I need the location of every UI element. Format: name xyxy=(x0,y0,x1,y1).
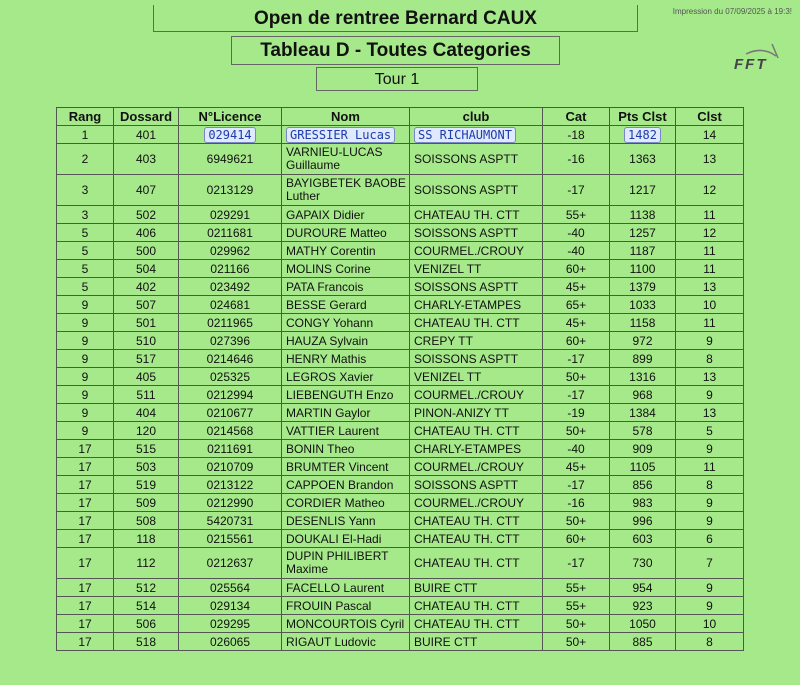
fft-logo xyxy=(732,42,792,76)
cell-licence: 029962 xyxy=(179,242,282,260)
cell-pts-clst: 578 xyxy=(610,422,676,440)
table-row xyxy=(57,530,744,548)
cell-clst: 14 xyxy=(676,126,744,144)
cell-cat: -40 xyxy=(543,224,610,242)
cell-club: COURMEL./CROUY xyxy=(410,494,543,512)
cell-club: COURMEL./CROUY xyxy=(410,458,543,476)
cell-rang: 5 xyxy=(57,224,114,242)
table-row xyxy=(57,296,744,314)
header-nom: Nom xyxy=(282,108,410,126)
cell-rang: 5 xyxy=(57,278,114,296)
cell-nom: FROUIN Pascal xyxy=(282,597,410,615)
cell-nom: DUPIN PHILIBERT Maxime xyxy=(282,548,410,579)
table-row xyxy=(57,260,744,278)
cell-cat: -17 xyxy=(543,476,610,494)
cell-clst: 8 xyxy=(676,350,744,368)
cell-nom: PATA Francois xyxy=(282,278,410,296)
cell-clst: 8 xyxy=(676,476,744,494)
round-label: Tour 1 xyxy=(316,67,478,91)
cell-club xyxy=(410,126,543,144)
cell-club: SOISSONS ASPTT xyxy=(410,350,543,368)
cell-dossard: 406 xyxy=(114,224,179,242)
cell-licence: 0214646 xyxy=(179,350,282,368)
cell-rang: 9 xyxy=(57,314,114,332)
cell-rang: 9 xyxy=(57,368,114,386)
table-row xyxy=(57,278,744,296)
cell-clst: 13 xyxy=(676,144,744,175)
table-row xyxy=(57,206,744,224)
tournament-title: Open de rentree Bernard CAUX xyxy=(153,5,638,32)
cell-pts-clst: 885 xyxy=(610,633,676,651)
handwritten-nom: GRESSIER Lucas xyxy=(286,127,395,143)
cell-licence xyxy=(179,126,282,144)
table-row xyxy=(57,633,744,651)
cell-dossard: 519 xyxy=(114,476,179,494)
cell-clst: 13 xyxy=(676,404,744,422)
cell-club: SOISSONS ASPTT xyxy=(410,144,543,175)
cell-licence: 021166 xyxy=(179,260,282,278)
cell-clst: 6 xyxy=(676,530,744,548)
cell-clst: 9 xyxy=(676,494,744,512)
cell-rang: 9 xyxy=(57,332,114,350)
cell-cat: 55+ xyxy=(543,206,610,224)
cell-clst: 8 xyxy=(676,633,744,651)
cell-rang: 3 xyxy=(57,206,114,224)
cell-dossard: 507 xyxy=(114,296,179,314)
cell-licence: 0212990 xyxy=(179,494,282,512)
cell-club: PINON-ANIZY TT xyxy=(410,404,543,422)
cell-nom: HAUZA Sylvain xyxy=(282,332,410,350)
cell-cat: 55+ xyxy=(543,597,610,615)
cell-dossard: 510 xyxy=(114,332,179,350)
header-club: club xyxy=(410,108,543,126)
cell-nom: BONIN Theo xyxy=(282,440,410,458)
cell-licence: 0211965 xyxy=(179,314,282,332)
cell-clst: 13 xyxy=(676,368,744,386)
cell-licence: 029291 xyxy=(179,206,282,224)
cell-club: SOISSONS ASPTT xyxy=(410,224,543,242)
cell-pts-clst: 1158 xyxy=(610,314,676,332)
table-row xyxy=(57,144,744,175)
print-timestamp: Impression du 07/09/2025 à 19:3! xyxy=(672,7,792,16)
cell-cat: -17 xyxy=(543,175,610,206)
cell-pts-clst: 1033 xyxy=(610,296,676,314)
cell-nom: CORDIER Matheo xyxy=(282,494,410,512)
cell-clst: 12 xyxy=(676,175,744,206)
cell-rang: 2 xyxy=(57,144,114,175)
cell-club: SOISSONS ASPTT xyxy=(410,278,543,296)
cell-nom: DESENLIS Yann xyxy=(282,512,410,530)
cell-clst: 5 xyxy=(676,422,744,440)
logo-text: FFT xyxy=(734,56,768,73)
cell-nom: MONCOURTOIS Cyril xyxy=(282,615,410,633)
cell-cat: 60+ xyxy=(543,260,610,278)
header-cat: Cat xyxy=(543,108,610,126)
cell-rang: 17 xyxy=(57,494,114,512)
cell-clst: 13 xyxy=(676,278,744,296)
cell-cat: 45+ xyxy=(543,314,610,332)
cell-dossard: 402 xyxy=(114,278,179,296)
cell-club: SOISSONS ASPTT xyxy=(410,175,543,206)
table-row xyxy=(57,422,744,440)
cell-nom: RIGAUT Ludovic xyxy=(282,633,410,651)
results-table xyxy=(56,107,744,651)
cell-nom: BESSE Gerard xyxy=(282,296,410,314)
cell-licence: 025564 xyxy=(179,579,282,597)
cell-dossard: 504 xyxy=(114,260,179,278)
cell-licence: 026065 xyxy=(179,633,282,651)
cell-licence: 6949621 xyxy=(179,144,282,175)
cell-pts-clst: 603 xyxy=(610,530,676,548)
cell-nom: CAPPOEN Brandon xyxy=(282,476,410,494)
cell-dossard: 509 xyxy=(114,494,179,512)
handwritten-licence: 029414 xyxy=(204,127,255,143)
header-licence: N°Licence xyxy=(179,108,282,126)
cell-club: CHATEAU TH. CTT xyxy=(410,422,543,440)
header-clst: Clst xyxy=(676,108,744,126)
cell-licence: 023492 xyxy=(179,278,282,296)
cell-clst: 9 xyxy=(676,597,744,615)
cell-club: CHATEAU TH. CTT xyxy=(410,206,543,224)
cell-cat: 60+ xyxy=(543,332,610,350)
table-row xyxy=(57,242,744,260)
cell-cat: 45+ xyxy=(543,458,610,476)
cell-cat: 50+ xyxy=(543,633,610,651)
cell-licence: 029134 xyxy=(179,597,282,615)
cell-dossard: 118 xyxy=(114,530,179,548)
handwritten-pts-clst: 1482 xyxy=(624,127,661,143)
cell-pts-clst: 954 xyxy=(610,579,676,597)
cell-licence: 5420731 xyxy=(179,512,282,530)
cell-rang: 17 xyxy=(57,579,114,597)
cell-licence: 027396 xyxy=(179,332,282,350)
table-row xyxy=(57,476,744,494)
cell-pts-clst: 1187 xyxy=(610,242,676,260)
table-row xyxy=(57,224,744,242)
cell-rang: 17 xyxy=(57,530,114,548)
cell-club: CHATEAU TH. CTT xyxy=(410,512,543,530)
cell-cat: 55+ xyxy=(543,579,610,597)
cell-licence: 029295 xyxy=(179,615,282,633)
cell-licence: 0214568 xyxy=(179,422,282,440)
cell-licence: 0210677 xyxy=(179,404,282,422)
cell-clst: 10 xyxy=(676,615,744,633)
cell-rang: 9 xyxy=(57,386,114,404)
table-row xyxy=(57,458,744,476)
cell-nom xyxy=(282,126,410,144)
cell-rang: 17 xyxy=(57,458,114,476)
cell-club: VENIZEL TT xyxy=(410,368,543,386)
cell-pts-clst: 730 xyxy=(610,548,676,579)
cell-club: BUIRE CTT xyxy=(410,633,543,651)
cell-nom: CONGY Yohann xyxy=(282,314,410,332)
cell-cat: 50+ xyxy=(543,422,610,440)
cell-licence: 0212637 xyxy=(179,548,282,579)
cell-club: CHARLY-ETAMPES xyxy=(410,440,543,458)
cell-dossard: 511 xyxy=(114,386,179,404)
cell-nom: MATHY Corentin xyxy=(282,242,410,260)
cell-dossard: 407 xyxy=(114,175,179,206)
cell-nom: DUROURE Matteo xyxy=(282,224,410,242)
cell-nom: VATTIER Laurent xyxy=(282,422,410,440)
cell-pts-clst: 1050 xyxy=(610,615,676,633)
cell-dossard: 518 xyxy=(114,633,179,651)
cell-pts-clst: 909 xyxy=(610,440,676,458)
cell-pts-clst: 1105 xyxy=(610,458,676,476)
cell-clst: 11 xyxy=(676,260,744,278)
table-row xyxy=(57,175,744,206)
cell-nom: LEGROS Xavier xyxy=(282,368,410,386)
cell-cat: -40 xyxy=(543,242,610,260)
cell-cat: -17 xyxy=(543,386,610,404)
cell-club: CHATEAU TH. CTT xyxy=(410,530,543,548)
cell-dossard: 500 xyxy=(114,242,179,260)
cell-pts-clst: 1257 xyxy=(610,224,676,242)
cell-cat: -17 xyxy=(543,548,610,579)
cell-nom: VARNIEU-LUCAS Guillaume xyxy=(282,144,410,175)
cell-nom: MARTIN Gaylor xyxy=(282,404,410,422)
cell-rang: 5 xyxy=(57,260,114,278)
cell-clst: 9 xyxy=(676,386,744,404)
table-row xyxy=(57,386,744,404)
cell-pts-clst: 899 xyxy=(610,350,676,368)
cell-dossard: 405 xyxy=(114,368,179,386)
cell-rang: 3 xyxy=(57,175,114,206)
cell-nom: FACELLO Laurent xyxy=(282,579,410,597)
handwritten-club: SS RICHAUMONT xyxy=(414,127,516,143)
cell-club: CHATEAU TH. CTT xyxy=(410,314,543,332)
cell-rang: 17 xyxy=(57,440,114,458)
cell-licence: 0212994 xyxy=(179,386,282,404)
cell-pts-clst: 1316 xyxy=(610,368,676,386)
table-header-row xyxy=(57,108,744,126)
cell-dossard: 404 xyxy=(114,404,179,422)
cell-rang: 5 xyxy=(57,242,114,260)
cell-clst: 10 xyxy=(676,296,744,314)
table-row xyxy=(57,494,744,512)
cell-clst: 9 xyxy=(676,579,744,597)
cell-clst: 11 xyxy=(676,206,744,224)
cell-cat: -40 xyxy=(543,440,610,458)
cell-cat: -16 xyxy=(543,494,610,512)
table-row xyxy=(57,615,744,633)
table-row xyxy=(57,126,744,144)
cell-dossard: 506 xyxy=(114,615,179,633)
cell-nom: GAPAIX Didier xyxy=(282,206,410,224)
cell-cat: 50+ xyxy=(543,368,610,386)
cell-cat: 65+ xyxy=(543,296,610,314)
cell-pts-clst: 1384 xyxy=(610,404,676,422)
cell-licence: 024681 xyxy=(179,296,282,314)
cell-clst: 11 xyxy=(676,314,744,332)
cell-club: CHATEAU TH. CTT xyxy=(410,615,543,633)
cell-cat: 50+ xyxy=(543,512,610,530)
cell-nom: MOLINS Corine xyxy=(282,260,410,278)
cell-club: COURMEL./CROUY xyxy=(410,242,543,260)
cell-club: CHATEAU TH. CTT xyxy=(410,597,543,615)
cell-dossard: 502 xyxy=(114,206,179,224)
cell-rang: 17 xyxy=(57,597,114,615)
cell-dossard: 515 xyxy=(114,440,179,458)
table-row xyxy=(57,332,744,350)
cell-cat: -18 xyxy=(543,126,610,144)
cell-pts-clst xyxy=(610,126,676,144)
cell-pts-clst: 996 xyxy=(610,512,676,530)
cell-rang: 17 xyxy=(57,476,114,494)
cell-licence: 0211681 xyxy=(179,224,282,242)
cell-nom: BAYIGBETEK BAOBE Luther xyxy=(282,175,410,206)
cell-rang: 9 xyxy=(57,350,114,368)
cell-dossard: 508 xyxy=(114,512,179,530)
table-title: Tableau D - Toutes Categories xyxy=(231,36,560,65)
cell-cat: 50+ xyxy=(543,615,610,633)
header-pts-clst: Pts Clst xyxy=(610,108,676,126)
cell-rang: 9 xyxy=(57,296,114,314)
cell-nom: LIEBENGUTH Enzo xyxy=(282,386,410,404)
cell-clst: 9 xyxy=(676,440,744,458)
cell-pts-clst: 983 xyxy=(610,494,676,512)
cell-dossard: 501 xyxy=(114,314,179,332)
cell-pts-clst: 972 xyxy=(610,332,676,350)
cell-clst: 11 xyxy=(676,458,744,476)
cell-club: BUIRE CTT xyxy=(410,579,543,597)
table-row xyxy=(57,404,744,422)
cell-clst: 9 xyxy=(676,512,744,530)
cell-licence: 0213122 xyxy=(179,476,282,494)
cell-nom: HENRY Mathis xyxy=(282,350,410,368)
cell-licence: 0215561 xyxy=(179,530,282,548)
cell-licence: 025325 xyxy=(179,368,282,386)
header-rang: Rang xyxy=(57,108,114,126)
cell-pts-clst: 1363 xyxy=(610,144,676,175)
cell-dossard: 517 xyxy=(114,350,179,368)
cell-licence: 0213129 xyxy=(179,175,282,206)
cell-dossard: 512 xyxy=(114,579,179,597)
header-dossard: Dossard xyxy=(114,108,179,126)
cell-club: COURMEL./CROUY xyxy=(410,386,543,404)
cell-dossard: 120 xyxy=(114,422,179,440)
cell-club: CHATEAU TH. CTT xyxy=(410,548,543,579)
cell-clst: 12 xyxy=(676,224,744,242)
cell-pts-clst: 1138 xyxy=(610,206,676,224)
cell-rang: 1 xyxy=(57,126,114,144)
table-row xyxy=(57,597,744,615)
cell-clst: 9 xyxy=(676,332,744,350)
cell-pts-clst: 923 xyxy=(610,597,676,615)
cell-clst: 11 xyxy=(676,242,744,260)
table-row xyxy=(57,579,744,597)
cell-cat: -16 xyxy=(543,144,610,175)
cell-cat: 45+ xyxy=(543,278,610,296)
cell-licence: 0210709 xyxy=(179,458,282,476)
cell-cat: -19 xyxy=(543,404,610,422)
table-row xyxy=(57,350,744,368)
cell-licence: 0211691 xyxy=(179,440,282,458)
cell-dossard: 503 xyxy=(114,458,179,476)
cell-dossard: 514 xyxy=(114,597,179,615)
table-row xyxy=(57,368,744,386)
cell-pts-clst: 856 xyxy=(610,476,676,494)
cell-cat: -17 xyxy=(543,350,610,368)
cell-rang: 17 xyxy=(57,548,114,579)
cell-dossard: 401 xyxy=(114,126,179,144)
cell-dossard: 112 xyxy=(114,548,179,579)
cell-pts-clst: 1379 xyxy=(610,278,676,296)
cell-nom: BRUMTER Vincent xyxy=(282,458,410,476)
cell-rang: 9 xyxy=(57,422,114,440)
cell-pts-clst: 968 xyxy=(610,386,676,404)
table-row xyxy=(57,512,744,530)
table-row xyxy=(57,440,744,458)
table-row xyxy=(57,314,744,332)
cell-rang: 17 xyxy=(57,615,114,633)
table-row xyxy=(57,548,744,579)
cell-rang: 17 xyxy=(57,512,114,530)
cell-cat: 60+ xyxy=(543,530,610,548)
cell-rang: 9 xyxy=(57,404,114,422)
cell-nom: DOUKALI El-Hadi xyxy=(282,530,410,548)
cell-club: VENIZEL TT xyxy=(410,260,543,278)
cell-rang: 17 xyxy=(57,633,114,651)
cell-club: SOISSONS ASPTT xyxy=(410,476,543,494)
cell-pts-clst: 1100 xyxy=(610,260,676,278)
cell-club: CHARLY-ETAMPES xyxy=(410,296,543,314)
cell-pts-clst: 1217 xyxy=(610,175,676,206)
cell-dossard: 403 xyxy=(114,144,179,175)
cell-clst: 7 xyxy=(676,548,744,579)
cell-club: CREPY TT xyxy=(410,332,543,350)
